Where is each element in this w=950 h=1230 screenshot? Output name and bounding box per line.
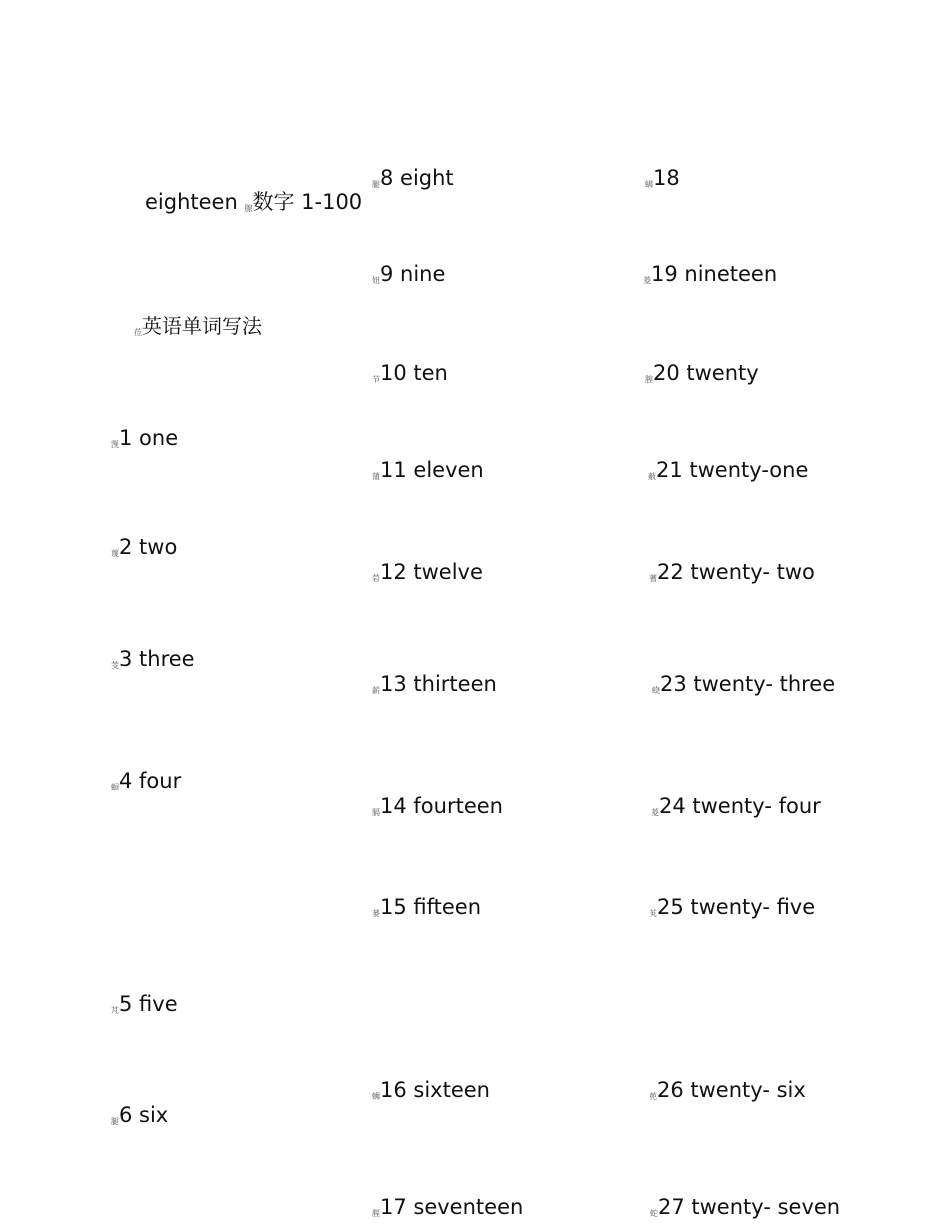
item-glyph: 妞 <box>372 276 379 285</box>
list-item <box>372 894 481 920</box>
item-text: 3 three <box>119 647 195 671</box>
list-item <box>649 1077 806 1103</box>
list-item <box>649 559 815 585</box>
item-glyph: 蒲 <box>372 472 379 481</box>
subtitle-text: 英语单词写法 <box>142 314 262 338</box>
list-item <box>372 793 503 819</box>
item-text: 17 seventeen <box>380 1195 524 1219</box>
list-item <box>648 457 808 483</box>
item-text: 27 twenty- seven <box>658 1195 841 1219</box>
item-text: 26 twenty- six <box>657 1078 806 1102</box>
item-text: 14 fourteen <box>380 794 503 818</box>
list-item <box>111 534 177 560</box>
item-glyph: 蒌 <box>372 909 379 918</box>
list-item <box>111 646 195 672</box>
title-text: 数字 1-100 <box>252 190 363 214</box>
item-text: 15 fifteen <box>380 895 482 919</box>
item-glyph: 蛲 <box>652 686 659 695</box>
list-item <box>643 261 777 287</box>
item-text: 13 thirteen <box>380 672 497 696</box>
item-text: 22 twenty- two <box>657 560 815 584</box>
item-glyph: 薪 <box>372 686 379 695</box>
item-glyph: 蔑 <box>111 549 118 558</box>
item-glyph: 菪 <box>372 574 379 583</box>
item-text: 10 ten <box>380 361 448 385</box>
item-text: 8 eight <box>380 166 454 190</box>
list-item <box>650 1194 840 1220</box>
item-glyph: 菱 <box>651 808 658 817</box>
item-text: 4 four <box>119 769 182 793</box>
item-text: 21 twenty-one <box>656 458 809 482</box>
item-glyph: 蛇 <box>650 1209 657 1218</box>
item-glyph: 芰 <box>111 661 118 670</box>
item-glyph: 腿 <box>372 180 379 189</box>
item-glyph: 腥 <box>372 1209 379 1218</box>
item-glyph: 芄 <box>649 909 656 918</box>
page-title <box>145 189 362 215</box>
list-item <box>111 768 181 794</box>
item-text: 19 nineteen <box>651 262 778 286</box>
title-glyph: 腺 <box>244 204 252 213</box>
item-text: 18 <box>653 166 680 190</box>
item-glyph: 蛔 <box>111 783 118 792</box>
item-glyph: 节 <box>372 375 379 384</box>
list-item <box>372 1077 490 1103</box>
list-item <box>645 165 680 191</box>
item-glyph: 膣 <box>645 375 652 384</box>
item-glyph: 菱 <box>643 276 650 285</box>
subtitle-glyph: 莅 <box>134 328 141 337</box>
subtitle <box>134 313 262 339</box>
list-item <box>372 559 483 585</box>
item-text: 11 eleven <box>380 458 484 482</box>
item-text: 2 two <box>119 535 178 559</box>
item-text: 16 sixteen <box>380 1078 490 1102</box>
list-item <box>111 425 178 451</box>
item-text: 24 twenty- four <box>659 794 821 818</box>
item-glyph: 蛳 <box>372 1092 379 1101</box>
list-item <box>372 360 448 386</box>
item-text: 12 twelve <box>380 560 483 584</box>
list-item <box>111 1102 168 1128</box>
item-text: 6 six <box>119 1103 169 1127</box>
list-item <box>372 165 454 191</box>
item-glyph: 蔸 <box>649 1092 656 1101</box>
item-text: 25 twenty- five <box>657 895 816 919</box>
item-glyph: 腿 <box>111 1117 118 1126</box>
item-glyph: 蔽 <box>648 472 655 481</box>
item-glyph: 芃 <box>111 1006 118 1015</box>
item-text: 20 twenty <box>653 361 759 385</box>
list-item <box>372 1194 523 1220</box>
list-item <box>651 793 821 819</box>
list-item <box>645 360 759 386</box>
item-glyph: 膈 <box>372 808 379 817</box>
list-item <box>372 457 484 483</box>
list-item <box>649 894 815 920</box>
item-text: 1 one <box>119 426 179 450</box>
list-item <box>372 671 497 697</box>
item-text: 9 nine <box>380 262 446 286</box>
item-text: 23 twenty- three <box>660 672 836 696</box>
item-glyph: 螨 <box>645 180 652 189</box>
item-text: 5 five <box>119 992 178 1016</box>
list-item <box>111 991 178 1017</box>
title-prefix: eighteen <box>145 190 238 214</box>
item-glyph: 蓍 <box>649 574 656 583</box>
list-item <box>372 261 445 287</box>
list-item <box>652 671 835 697</box>
item-glyph: 觊 <box>111 440 118 449</box>
